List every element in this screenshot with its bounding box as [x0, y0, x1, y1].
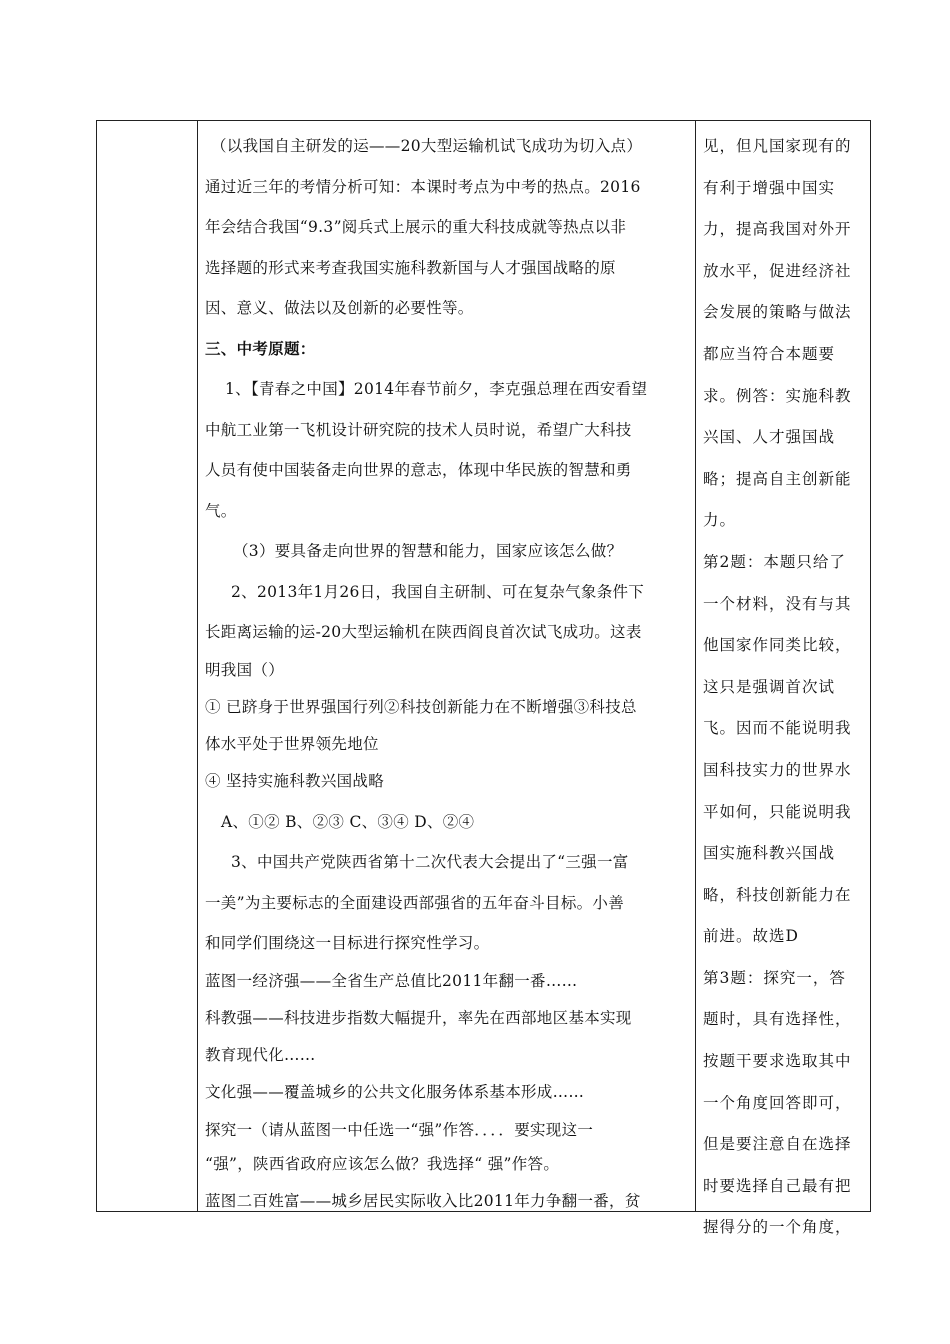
- analysis-text-line: 力。: [703, 511, 737, 530]
- analysis-text-line: 力，提高我国对外开: [703, 220, 852, 239]
- analysis-text-line: 题时，具有选择性，: [703, 1010, 852, 1029]
- analysis-text-line: 求。例答：实施科教: [703, 386, 852, 405]
- analysis-text-line: 都应当符合本题要: [703, 344, 836, 363]
- analysis-text-line: 第2题：本题只给了: [703, 552, 846, 571]
- main-text-line: 气。: [205, 501, 237, 520]
- analysis-text-line: 第3题：探究一，答: [703, 968, 846, 987]
- main-text-line: 三、中考原题：: [205, 338, 316, 358]
- analysis-text-line: 会发展的策略与做法: [703, 303, 852, 322]
- main-text-line: A、①② B、②③ C、③④ D、②④: [221, 812, 475, 831]
- main-text-line: ④ 坚持实施科教兴国战略: [205, 772, 385, 790]
- analysis-text-line: 一个材料，没有与其: [703, 594, 852, 613]
- main-text-line: “强”，陕西省政府应该怎么做？我选择“ 强”作答。: [205, 1154, 560, 1173]
- main-text-line: 人员有使中国装备走向世界的意志，体现中华民族的智慧和勇: [205, 461, 632, 479]
- analysis-text-line: 放水平，促进经济社: [703, 261, 852, 280]
- analysis-text-line: 见，但凡国家现有的: [703, 137, 852, 155]
- analysis-text-line: 兴国、人才强国战: [703, 428, 836, 447]
- main-text-line: 长距离运输的运-20大型运输机在陕西阎良首次试飞成功。这表: [205, 623, 642, 641]
- main-text-line: 3、中国共产党陕西省第十二次代表大会提出了“三强一富: [231, 853, 629, 871]
- analysis-text-line: 这只是强调首次试: [703, 677, 836, 696]
- analysis-text-line: 平如何，只能说明我: [703, 802, 852, 821]
- left-empty-column: [97, 121, 197, 1211]
- main-text-line: 蓝图一经济强——全省生产总值比2011年翻一番……: [205, 971, 578, 990]
- main-text-line: 中航工业第一飞机设计研究院的技术人员时说，希望广大科技: [205, 420, 632, 439]
- main-text-line: 明我国（）: [205, 660, 285, 679]
- analysis-text-line: 他国家作同类比较，: [703, 636, 852, 655]
- analysis-column: [695, 121, 871, 1237]
- main-text-line: 科教强——科技进步指数大幅提升，率先在西部地区基本实现: [205, 1008, 632, 1027]
- main-text-line: 体水平处于世界领先地位: [205, 735, 379, 753]
- analysis-text-line: 飞。因而不能说明我: [703, 719, 852, 738]
- analysis-text-line: 国实施科教兴国战: [703, 844, 836, 863]
- main-text-line: 通过近三年的考情分析可知：本课时考点为中考的热点。2016: [205, 177, 641, 196]
- analysis-text-line: 有利于增强中国实: [703, 178, 836, 197]
- main-text-line: 教育现代化……: [205, 1046, 316, 1064]
- main-text-line: 因、意义、做法以及创新的必要性等。: [205, 299, 474, 317]
- main-text-line: 和同学们围绕这一目标进行探究性学习。: [205, 934, 490, 952]
- main-text-line: （3）要具备走向世界的智慧和能力，国家应该怎么做？: [233, 542, 623, 560]
- main-text-line: 1、【青春之中国】2014年春节前夕，李克强总理在西安看望: [225, 380, 648, 398]
- main-text-line: 2、2013年1月26日，我国自主研制、可在复杂气象条件下: [231, 582, 645, 601]
- analysis-text-line: 略，科技创新能力在: [703, 885, 852, 904]
- main-text-line: ① 已跻身于世界强国行列②科技创新能力在不断增强③科技总: [205, 697, 637, 716]
- lesson-table: [96, 120, 871, 1237]
- main-text-line: 年会结合我国“9.3”阅兵式上展示的重大科技成就等热点以非: [205, 218, 627, 236]
- main-text-line: 探究一（请从蓝图一中任选一“强”作答．．．．要实现这一: [205, 1120, 594, 1139]
- main-text-line: 一美”为主要标志的全面建设西部强省的五年奋斗目标。小善: [205, 893, 625, 912]
- analysis-text-line: 按题干要求选取其中: [703, 1052, 852, 1071]
- analysis-text-line: 前进。故选D: [703, 927, 799, 946]
- analysis-text-line: 国科技实力的世界水: [703, 760, 852, 779]
- main-text-line: 蓝图二百姓富——城乡居民实际收入比2011年力争翻一番，贫: [205, 1191, 641, 1210]
- analysis-text-line: 时要选择自己最有把: [703, 1176, 852, 1195]
- main-text-line: （以我国自主研发的运——20大型运输机试飞成功为切入点）: [211, 137, 643, 155]
- main-text-line: 文化强——覆盖城乡的公共文化服务体系基本形成……: [205, 1083, 585, 1101]
- main-content-column: [197, 121, 695, 1211]
- analysis-text-line: 一个角度回答即可，: [703, 1093, 852, 1112]
- analysis-text-line: 但是要注意自在选择: [703, 1135, 852, 1154]
- analysis-text-line: 握得分的一个角度，: [703, 1218, 852, 1237]
- analysis-text-line: 略；提高自主创新能: [703, 469, 852, 488]
- main-text-line: 选择题的形式来考查我国实施科教新国与人才强国战略的原: [205, 258, 616, 277]
